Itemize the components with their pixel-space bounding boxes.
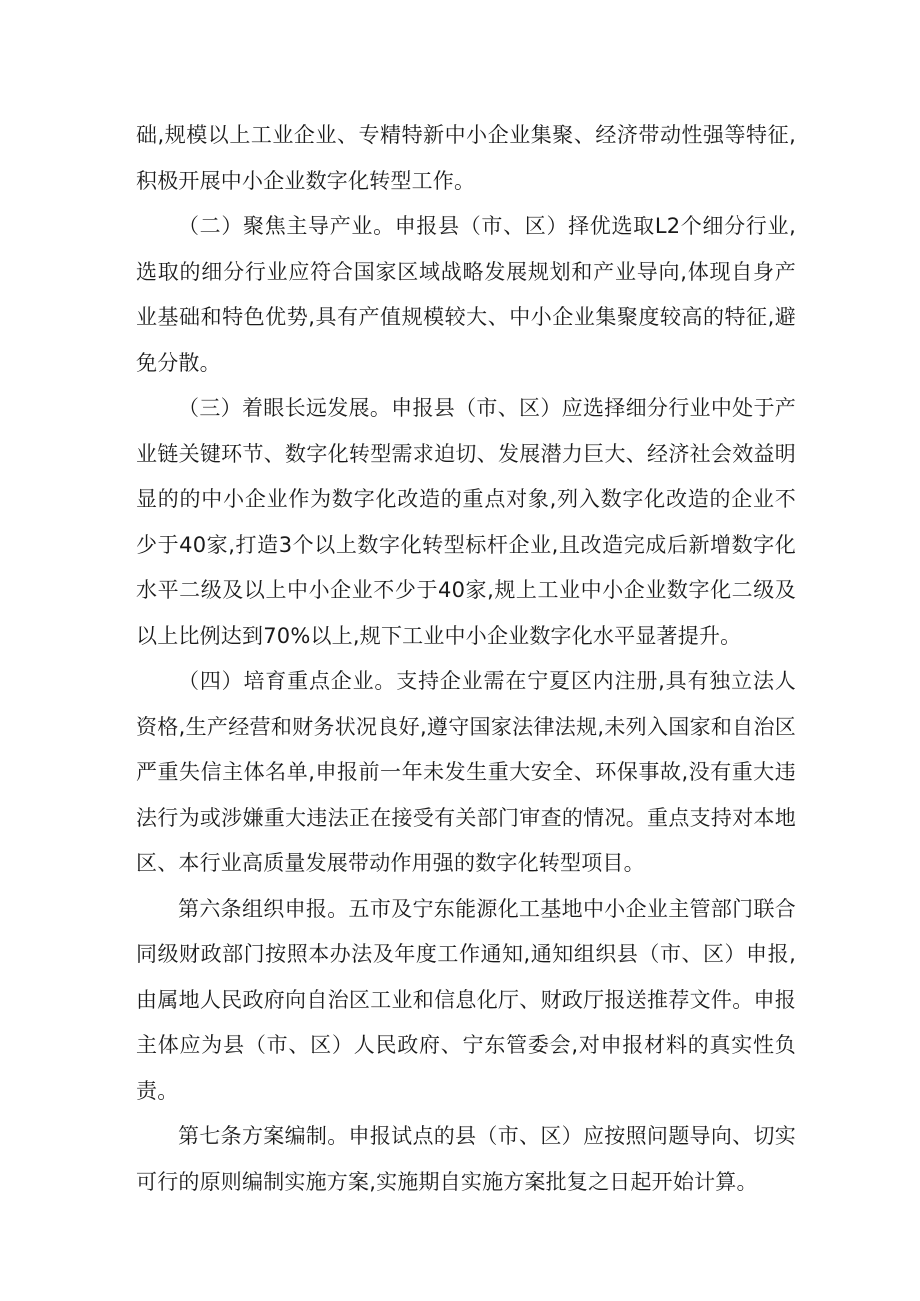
paragraph-article-6-organize-application: 第六条组织申报。五市及宁东能源化工基地中小企业主管部门联合同级财政部门按照本办法及年度工作通知,通知组织县（市、区）申报,由属地人民政府向自治区工业和信息化厅、财政厅报送推荐文件。申报主体应为县（市、区）人民政府、宁东管委会,对申报材料的真实性负责。 [136,896,796,1103]
paragraph-focus-leading-industry: （二）聚焦主导产业。申报县（市、区）择优选取L2个细分行业,选取的细分行业应符合国家区域战略发展规划和产业导向,体现自身产业基础和特色优势,具有产值规模较大、中小企业集聚度较高的特征,避免分散。 [136,214,796,375]
paragraph-continuation: 础,规模以上工业企业、专精特新中小企业集聚、经济带动性强等特征,积极开展中小企业数字化转型工作。 [136,123,796,193]
document-body [136,113,796,1205]
paragraph-article-7-plan-preparation: 第七条方案编制。申报试点的县（市、区）应按照问题导向、切实可行的原则编制实施方案,实施期自实施方案批复之日起开始计算。 [136,1124,796,1194]
paragraph-long-term-development: （三）着眼长远发展。申报县（市、区）应选择细分行业中处于产业链关键环节、数字化转型需求迫切、发展潜力巨大、经济社会效益明显的的中小企业作为数字化改造的重点对象,列入数字化改造的企业不少于40家,打造3个以上数字化转型标杆企业,且改造完成后新增数字化水平二级及以上中小企业不少于40家,规上工业中小企业数字化二级及以上比例达到70%以上,规下工业中小企业数字化水平显著提升。 [136,396,796,648]
paragraph-cultivate-key-enterprises: （四）培育重点企业。支持企业需在宁夏区内注册,具有独立法人资格,生产经营和财务状况良好,遵守国家法律法规,未列入国家和自治区严重失信主体名单,申报前一年未发生重大安全、环保事故,没有重大违法行为或涉嫌重大违法正在接受有关部门审查的情况。重点支持对本地区、本行业高质量发展带动作用强的数字化转型项目。 [136,669,796,875]
